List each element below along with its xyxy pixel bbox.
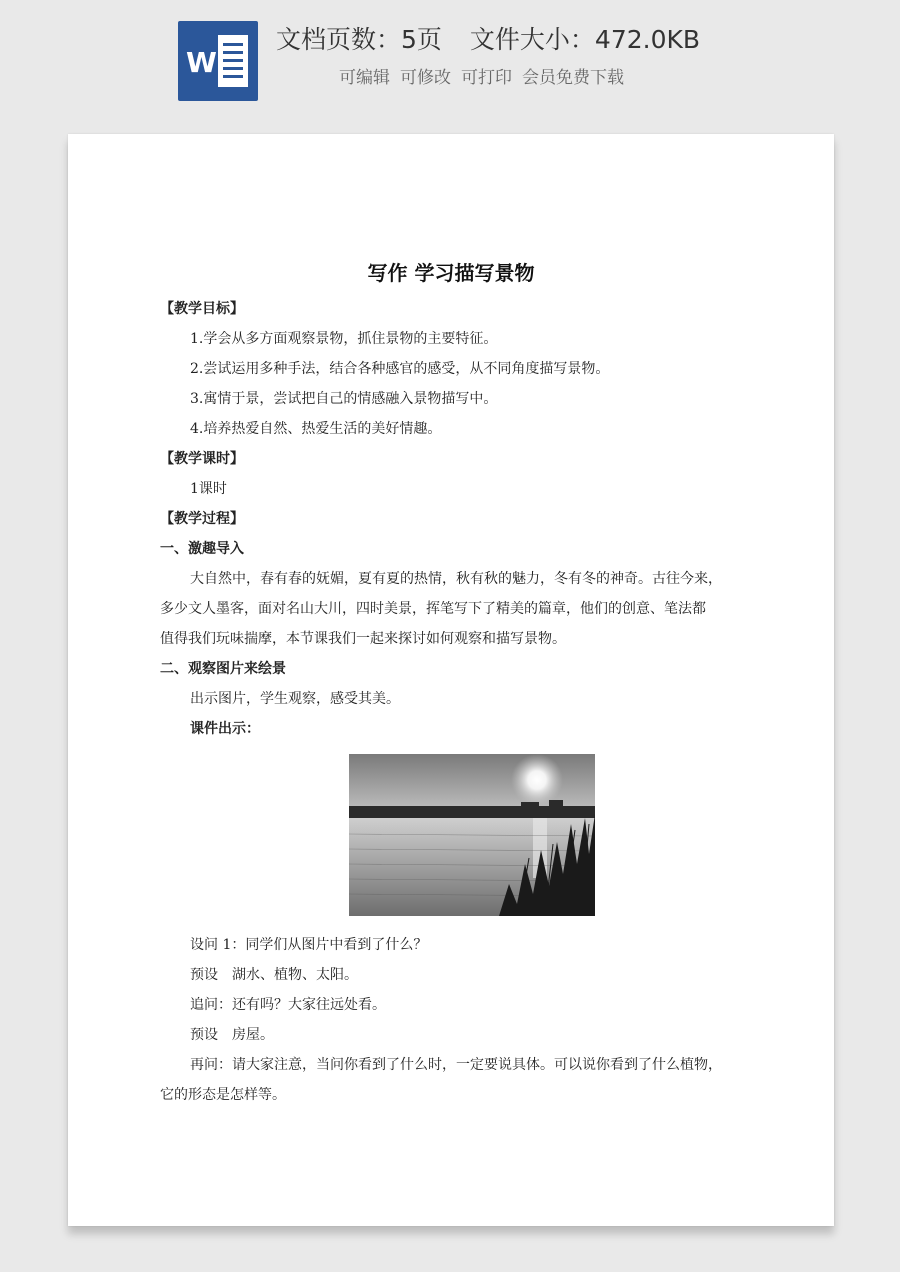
question-line: 设问 1：同学们从图片中看到了什么？	[190, 937, 428, 953]
question-line: 追问：还有吗？大家往远处看。	[190, 997, 386, 1013]
courseware-label: 课件出示：	[190, 721, 260, 737]
section-heading-process: 【教学过程】	[160, 511, 244, 527]
paragraph-line: 大自然中，春有春的妩媚，夏有夏的热情，秋有秋的魅力，冬有冬的神奇。古往今来，	[190, 571, 722, 587]
answer-line: 预设 房屋。	[190, 1027, 274, 1043]
page-count: 文档页数：5页	[276, 25, 442, 54]
word-icon-letter: W	[186, 46, 217, 79]
document-info-header	[0, 0, 900, 130]
feature-editable: 可编辑	[339, 68, 390, 88]
document-body	[160, 294, 764, 1110]
paragraph-line: 它的形态是怎样等。	[160, 1087, 286, 1103]
paragraph-line: 值得我们玩味揣摩，本节课我们一起来探讨如何观察和描写景物。	[160, 631, 566, 647]
file-size: 文件大小：472.0KB	[469, 25, 701, 54]
answer-line: 预设 湖水、植物、太阳。	[190, 967, 358, 983]
section-heading-goals: 【教学目标】	[160, 301, 244, 317]
photo-container	[160, 744, 764, 930]
document-page	[68, 134, 834, 1226]
goal-item: 2.尝试运用多种手法，结合各种感官的感受，从不同角度描写景物。	[190, 361, 610, 377]
document-title: 写作 学习描写景物	[367, 261, 535, 285]
goal-item: 3.寓情于景，尝试把自己的情感融入景物描写中。	[190, 391, 498, 407]
class-hours: 1课时	[190, 481, 227, 497]
word-document-icon	[178, 21, 258, 101]
feature-list	[339, 64, 634, 92]
feature-member-download: 会员免费下载	[522, 68, 624, 88]
file-meta	[276, 20, 700, 60]
step-intro: 出示图片，学生观察，感受其美。	[190, 691, 400, 707]
paragraph-line: 再问：请大家注意，当问你看到了什么时，一定要说具体。可以说你看到了什么植物，	[190, 1057, 722, 1073]
section-heading-hours: 【教学课时】	[160, 451, 244, 467]
feature-modifiable: 可修改	[400, 68, 451, 88]
feature-printable: 可打印	[461, 68, 512, 88]
step-heading-intro: 一、激趣导入	[160, 541, 244, 557]
goal-item: 4.培养热爱自然、热爱生活的美好情趣。	[190, 421, 442, 437]
goal-item: 1.学会从多方面观察景物，抓住景物的主要特征。	[190, 331, 498, 347]
paragraph-line: 多少文人墨客，面对名山大川，四时美景，挥笔写下了精美的篇章，他们的创意、笔法都	[160, 601, 706, 617]
step-heading-observe: 二、观察图片来绘景	[160, 661, 286, 677]
lake-sunset-photo	[349, 754, 595, 916]
